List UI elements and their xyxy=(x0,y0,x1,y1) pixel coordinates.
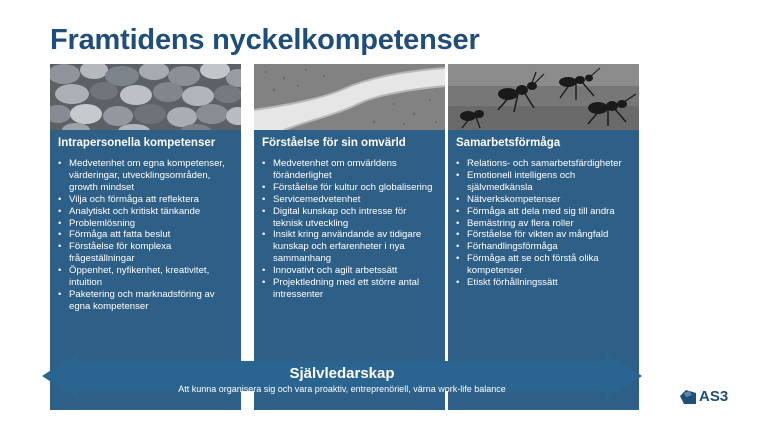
logo-text: AS3 xyxy=(699,388,729,405)
column-heading: Intrapersonella kompetenser xyxy=(58,137,216,149)
list-item: • Öppenhet, nyfikenhet, kreativitet, intuition xyxy=(58,265,233,289)
list-item: • Förmåga att dela med sig till andra xyxy=(456,206,631,218)
list-item: • Förmåga att fatta beslut xyxy=(58,229,233,241)
list-item: • Insikt kring användande av tidigare kunskap och erfarenheter i nya sammanhang xyxy=(262,229,437,265)
list-item: • Förståelse för komplexa frågeställningar xyxy=(58,241,233,265)
list-item: • Bemästring av flera roller xyxy=(456,218,631,230)
road-illustration xyxy=(254,64,445,130)
list-item: • Nätverkskompetenser xyxy=(456,194,631,206)
list-item: • Emotionell intelligens och självmedkänsla xyxy=(456,170,631,194)
as3-logo xyxy=(680,389,728,405)
list-item: • Projektledning med ett större antal intressenter xyxy=(262,277,437,301)
list-item: • Medvetenhet om egna kompetenser, värderingar, utvecklingsområden, growth mindset xyxy=(58,158,233,194)
list-item: • Förståelse för kultur och globalisering xyxy=(262,182,437,194)
list-item: • Servicemedvetenhet xyxy=(262,194,437,206)
self-leadership-banner xyxy=(42,351,642,401)
list-item: • Förmåga att se och förstå olika kompetenser xyxy=(456,253,631,277)
pebbles-illustration xyxy=(50,64,241,130)
list-item: • Förståelse för vikten av mångfald xyxy=(456,229,631,241)
list-item: • Digital kunskap och intresse för teknisk utveckling xyxy=(262,206,437,230)
pebbles-photo xyxy=(50,64,241,130)
ants-photo xyxy=(448,64,639,130)
competence-list xyxy=(456,158,631,289)
page-title: Framtidens nyckelkompetenser xyxy=(50,24,480,56)
ants-illustration xyxy=(448,64,639,130)
banner-subtitle: Att kunna organisera sig och vara proaktiv, entreprenöriell, värna work-life balance xyxy=(178,384,506,394)
as3-logo-icon xyxy=(680,390,696,404)
list-item: • Analytiskt och kritiskt tänkande xyxy=(58,206,233,218)
competence-list xyxy=(262,158,437,301)
list-item: • Problemlösning xyxy=(58,218,233,230)
list-item: • Förhandlingsförmåga xyxy=(456,241,631,253)
list-item: • Etiskt förhållningssätt xyxy=(456,277,631,289)
column-heading: Samarbetsförmåga xyxy=(456,137,561,149)
banner-title: Självledarskap xyxy=(289,365,395,382)
list-item: • Medvetenhet om omvärldens föränderlighet xyxy=(262,158,437,182)
road-photo xyxy=(254,64,445,130)
competence-list xyxy=(58,158,233,313)
list-item: • Relations- och samarbetsfärdigheter xyxy=(456,158,631,170)
list-item: • Innovativt och agilt arbetssätt xyxy=(262,265,437,277)
list-item: • Paketering och marknadsföring av egna kompetenser xyxy=(58,289,233,313)
column-heading: Förståelse för sin omvärld xyxy=(262,137,406,149)
list-item: • Vilja och förmåga att reflektera xyxy=(58,194,233,206)
